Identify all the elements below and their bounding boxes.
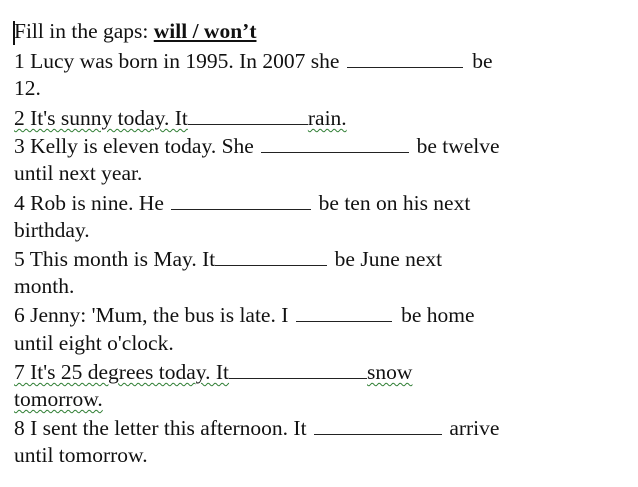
exercise-6-continued: until eight o'clock.: [14, 331, 174, 355]
exercise-8-blank[interactable]: [314, 414, 442, 435]
exercise-3-continued: until next year.: [14, 161, 143, 185]
exercise-5: [14, 245, 442, 273]
title-instruction: Fill in the gaps:: [14, 19, 149, 43]
exercise-5-text-after: be June next: [334, 247, 443, 271]
exercise-4: [14, 189, 470, 217]
exercise-1: [14, 47, 493, 75]
exercise-2-text: 2 It's sunny today. It: [14, 106, 188, 130]
exercise-6-blank[interactable]: [296, 301, 392, 322]
exercise-6-text-after: be home: [401, 303, 475, 327]
exercise-5-text: 5 This month is May. It: [14, 247, 216, 271]
exercise-8: [14, 414, 499, 442]
exercise-1-text: 1 Lucy was born in 1995. In 2007 she: [14, 49, 340, 73]
exercise-1-text-after: be: [472, 49, 493, 73]
exercise-1-blank[interactable]: [347, 47, 463, 68]
exercise-8-continued: until tomorrow.: [14, 443, 148, 467]
exercise-4-text: 4 Rob is nine. He: [14, 191, 164, 215]
exercise-8-text: 8 I sent the letter this afternoon. It: [14, 416, 307, 440]
exercise-4-blank[interactable]: [171, 189, 311, 210]
exercise-7-blank[interactable]: [229, 358, 367, 379]
title-options: will / won’t: [153, 19, 257, 43]
exercise-1-continued: 12.: [14, 76, 41, 100]
exercise-4-text-after: be ten on his next: [318, 191, 471, 215]
exercise-6-text: 6 Jenny: 'Mum, the bus is late. I: [14, 303, 289, 327]
exercise-2-blank[interactable]: [188, 104, 308, 125]
exercise-3-text: 3 Kelly is eleven today. She: [14, 134, 254, 158]
exercise-2: [14, 104, 347, 132]
exercise-3-blank[interactable]: [261, 132, 409, 153]
exercise-7-continued-text: tomorrow.: [14, 387, 103, 411]
exercise-7: [14, 358, 412, 386]
exercise-7-text-after: snow: [367, 360, 413, 384]
exercise-3-text-after: be twelve: [416, 134, 500, 158]
exercise-5-blank[interactable]: [215, 245, 327, 266]
exercise-4-continued: birthday.: [14, 218, 90, 242]
exercise-8-text-after: arrive: [449, 416, 500, 440]
exercise-7-continued: [14, 386, 103, 413]
exercise-2-text-after: rain.: [307, 106, 347, 130]
worksheet-title: [14, 18, 256, 45]
exercise-5-continued: month.: [14, 274, 75, 298]
exercise-6: [14, 301, 475, 329]
exercise-3: [14, 132, 500, 160]
exercise-7-text: 7 It's 25 degrees today. It: [14, 360, 230, 384]
